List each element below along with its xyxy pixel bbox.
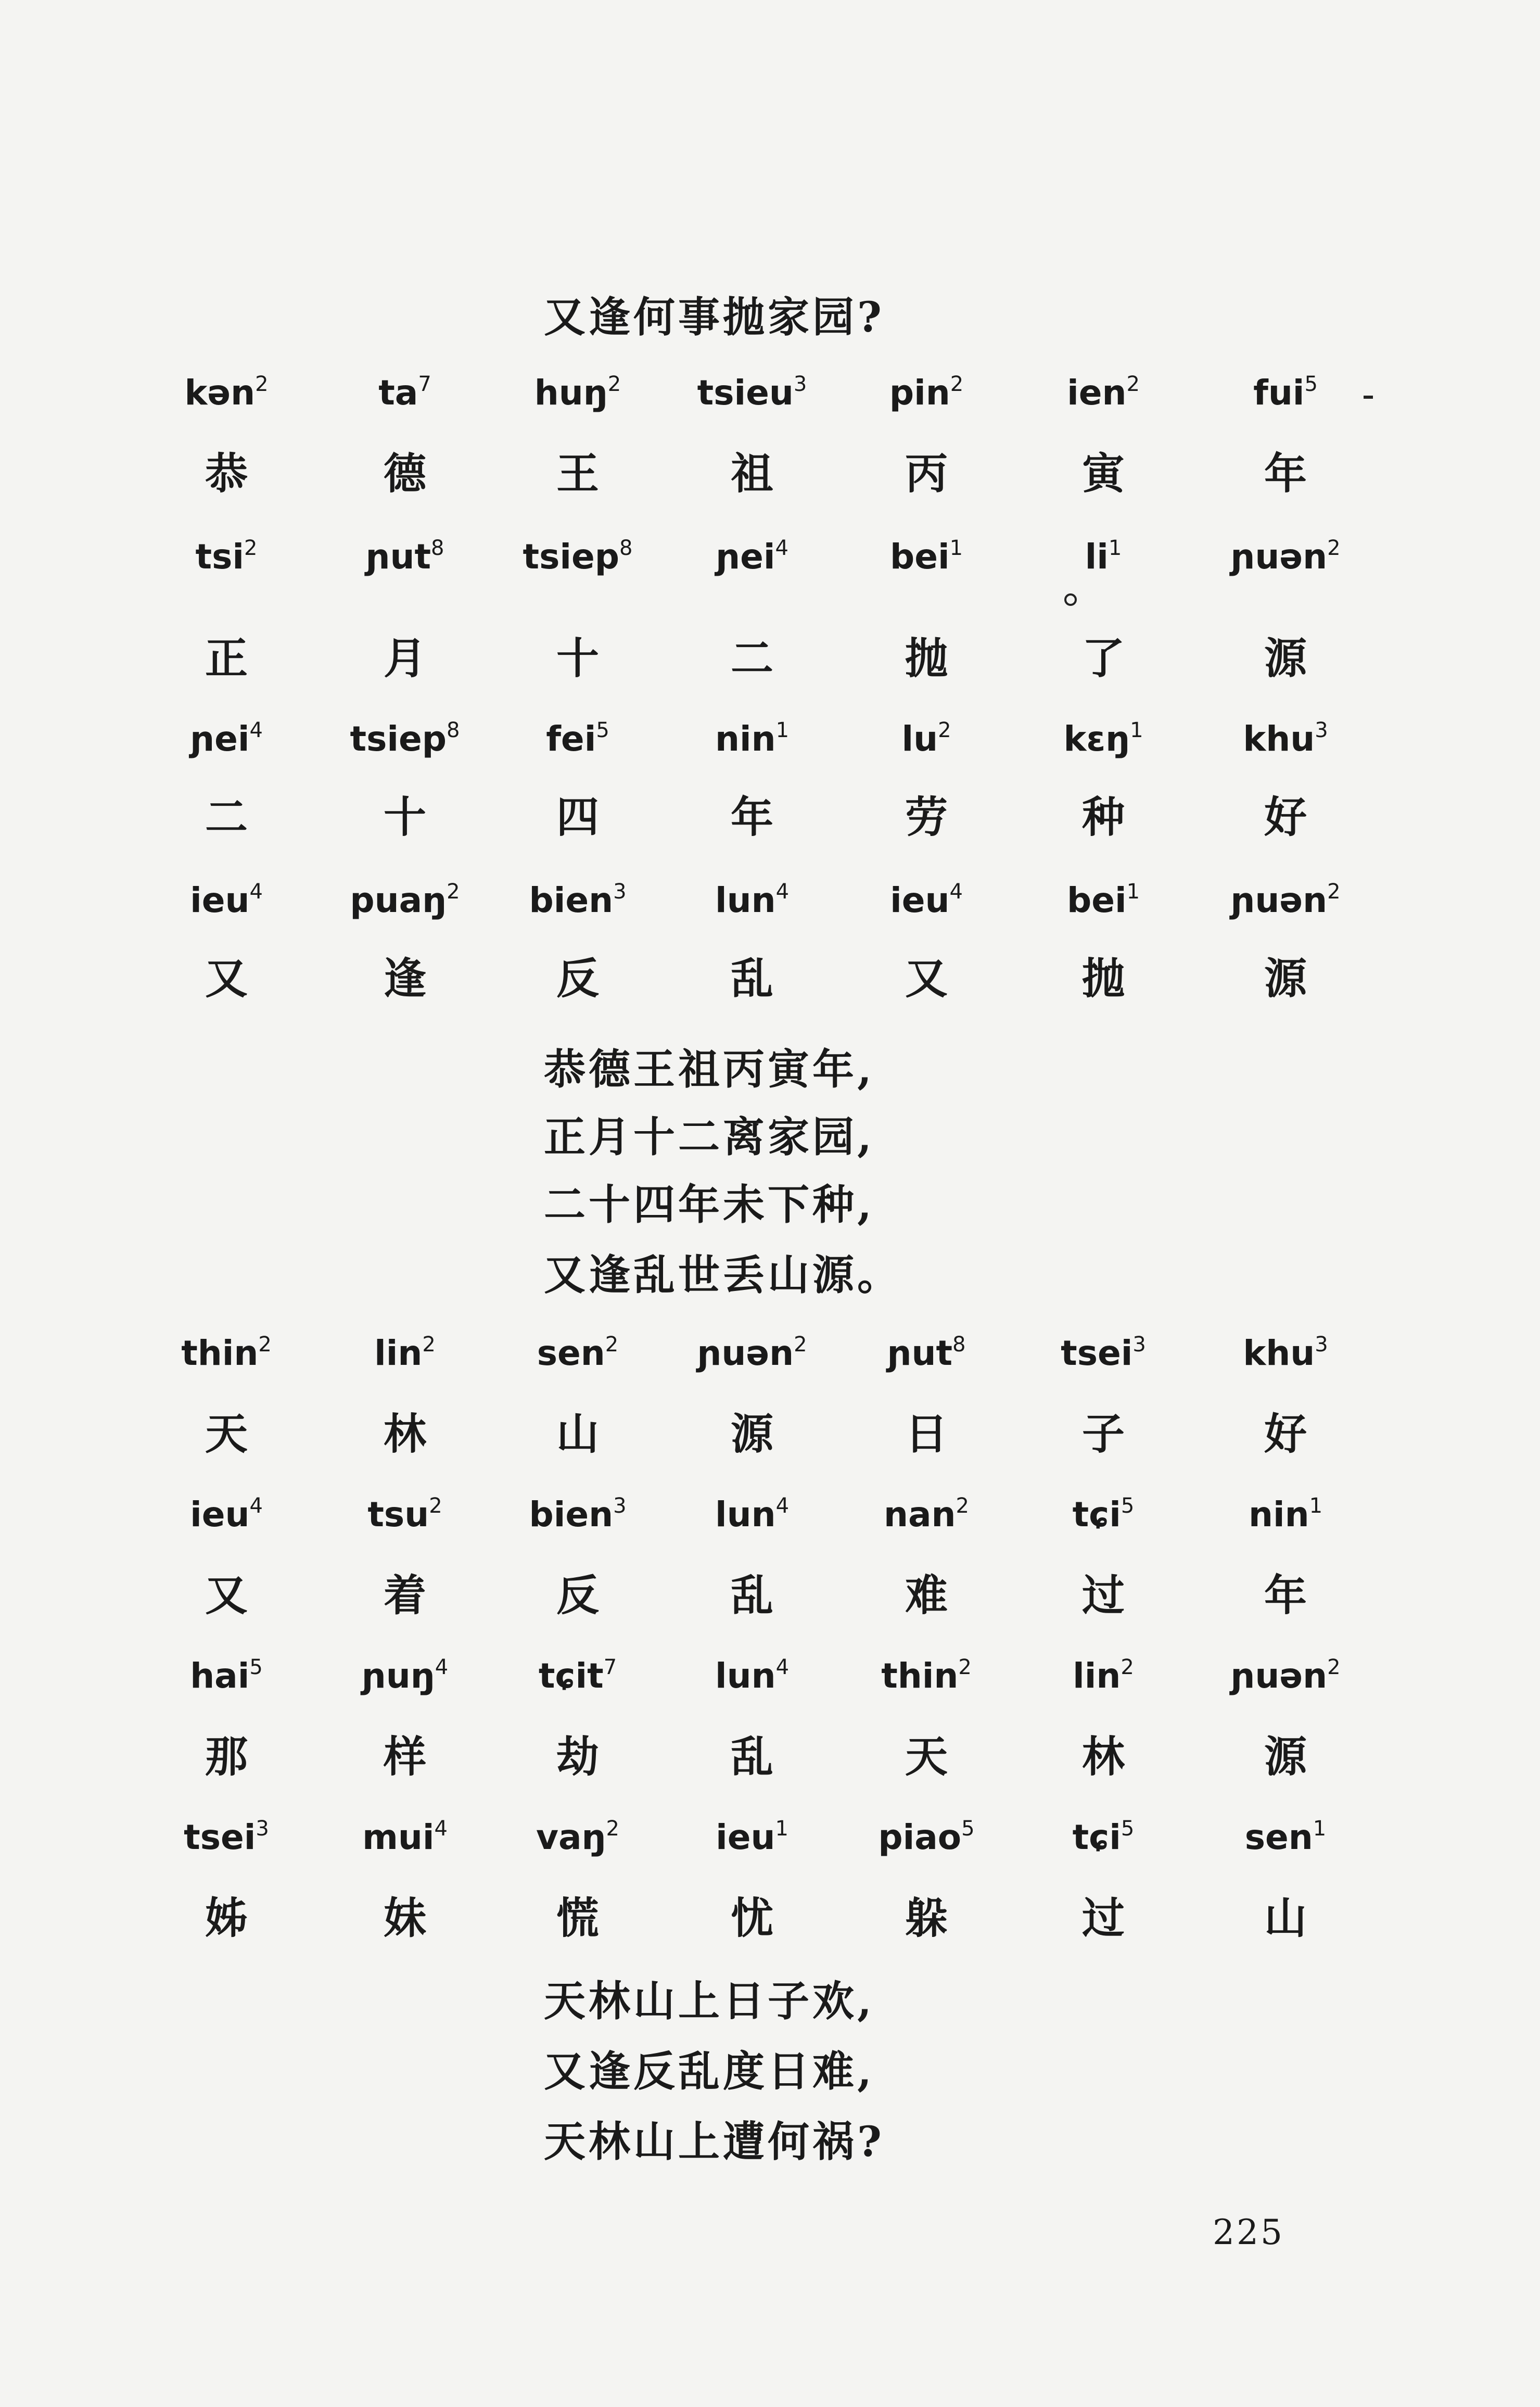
character-row: 又 着 反 乱 难 过 年 [205, 1570, 1307, 1620]
character-row: 那 样 劫 乱 天 林 源 [205, 1732, 1307, 1782]
romanization-row: tsi$^2$ ɲut$^8$ tsiep$^8$ ɲei$^4$ bei$^1$ $li^1$ ɲuən$^2$ [195, 536, 1341, 577]
circle-mark [1064, 593, 1077, 606]
translation-line: 又逢反乱度日难, [544, 2047, 875, 2096]
character-row: 天 林 山 源 日 子 好 [205, 1409, 1307, 1459]
translation-line: 恭德王祖丙寅年, [544, 1045, 875, 1094]
character-row: 恭 德 王 祖 丙 寅 年 [205, 449, 1307, 499]
character-row: 正 月 十 二 抛 了 源 [205, 634, 1307, 683]
page-number: 225 [1213, 2212, 1284, 2252]
translation-line: 又逢乱世丢山源。 [544, 1250, 902, 1299]
translation-line: 二十四年未下种, [544, 1180, 875, 1229]
character-row: 姊 妹 慌 忧 躲 过 山 [205, 1893, 1307, 1943]
character-row: 又 逢 反 乱 又 抛 源 [205, 954, 1307, 1004]
romanization-row: ɲei$^4$ tsiep$^8$ fei$^5$ nin$^1$ $lu^2$ kɛŋ$^1$ khu$^3$ [190, 718, 1328, 759]
romanization-row: kən$^2$ $ta^7$ huŋ$^2$ tsieu$^3$ pin$^2$ ien$^2$ fui$^5$ [184, 372, 1318, 413]
romanization-row: hai$^5$ ɲuŋ$^4$ tɕit$^7$ lun$^4$ thin$^2$ lin$^2$ ɲuən$^2$ [190, 1655, 1341, 1696]
translation-line: 天林山上遭何祸? [544, 2117, 885, 2166]
romanization-row: thin$^2$ lin$^2$ sen$^2$ ɲuən$^2$ ɲut$^8$ tsei$^3$ khu$^3$ [181, 1333, 1328, 1373]
heading-line: 又逢何事抛家园? [544, 293, 885, 341]
romanization-row: ieu$^4$ puaŋ$^2$ bien$^3$ lun$^4$ ieu$^4$ bei$^1$ ɲuən$^2$ [190, 880, 1341, 920]
romanization-row: ieu$^4$ tsu$^2$ bien$^3$ lun$^4$ nan$^2$ tɕi$^5$ nin$^1$ [190, 1494, 1323, 1535]
romanization-row: tsei$^3$ mui$^4$ vaŋ$^2$ ieu$^1$ piao$^5$ tɕi$^5$ sen$^1$ [184, 1817, 1327, 1857]
character-row: 二 十 四 年 劳 种 好 [205, 792, 1307, 842]
translation-line: 正月十二离家园, [544, 1112, 875, 1161]
translation-line: 天林山上日子欢, [544, 1977, 875, 2025]
